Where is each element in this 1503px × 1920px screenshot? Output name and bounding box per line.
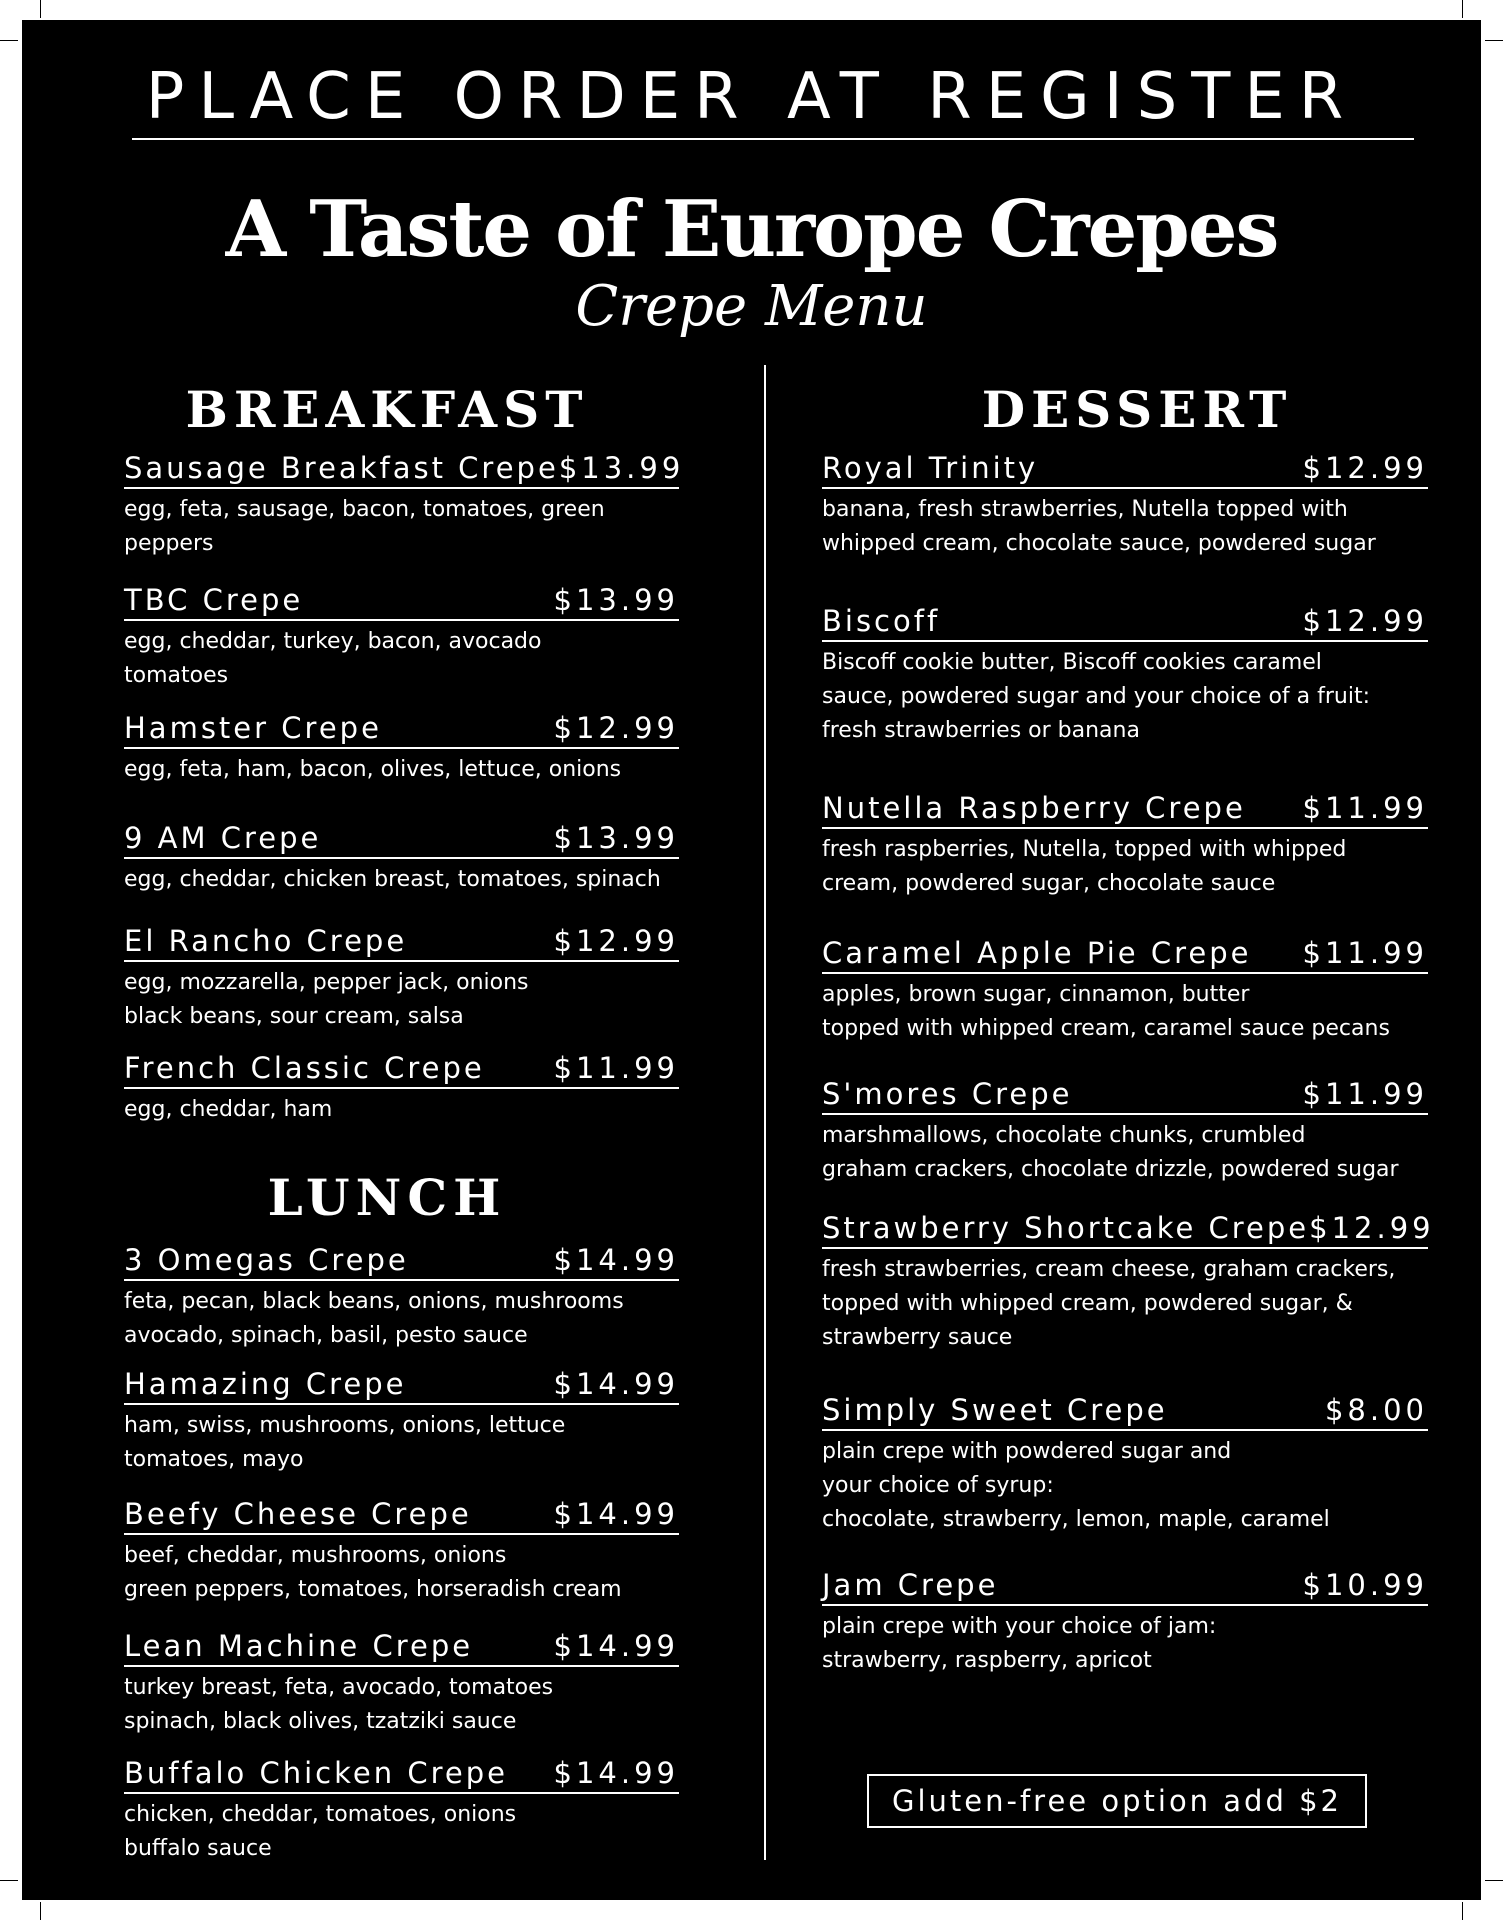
crop-mark	[40, 0, 41, 18]
item-name: French Classic Crepe	[124, 1051, 485, 1085]
item-name: Hamster Crepe	[124, 711, 382, 745]
item-name: Strawberry Shortcake Crepe	[822, 1211, 1310, 1245]
crop-mark	[1485, 1880, 1503, 1881]
menu-item	[124, 1628, 679, 1739]
dessert-heading: DESSERT	[981, 380, 1293, 439]
item-description: egg, feta, sausage, bacon, tomatoes, green peppers	[124, 497, 605, 556]
item-name: Royal Trinity	[822, 451, 1039, 485]
item-name: El Rancho Crepe	[124, 924, 408, 958]
item-price: $12.99	[1302, 604, 1428, 638]
item-name: Beefy Cheese Crepe	[124, 1497, 472, 1531]
menu-item	[124, 1050, 679, 1127]
item-description: plain crepe with powdered sugar and your choice of syrup: chocolate, strawberry, lemon, maple, caramel	[822, 1439, 1330, 1532]
menu-item	[822, 1392, 1428, 1537]
item-price: $12.99	[1309, 1211, 1435, 1245]
item-description: feta, pecan, black beans, onions, mushrooms avocado, spinach, basil, pesto sauce	[124, 1289, 624, 1348]
menu-item	[822, 603, 1428, 748]
menu-item	[124, 710, 679, 787]
menu-item	[124, 1242, 679, 1353]
item-description: Biscoff cookie butter, Biscoff cookies caramel sauce, powdered sugar and your choice of a fruit: fresh strawberries or banana	[822, 650, 1371, 743]
item-name: S'mores Crepe	[822, 1077, 1073, 1111]
item-description: ham, swiss, mushrooms, onions, lettuce tomatoes, mayo	[124, 1413, 566, 1472]
item-name: Hamazing Crepe	[124, 1367, 407, 1401]
item-price: $14.99	[553, 1497, 679, 1531]
item-description: egg, cheddar, turkey, bacon, avocado tomatoes	[124, 629, 542, 688]
item-header	[124, 1050, 679, 1089]
item-header	[822, 790, 1428, 829]
item-price: $11.99	[553, 1051, 679, 1085]
item-description: chicken, cheddar, tomatoes, onions buffalo sauce	[124, 1802, 517, 1861]
item-header	[124, 1755, 679, 1794]
crop-mark	[40, 1902, 41, 1920]
item-price: $14.99	[553, 1756, 679, 1790]
item-header	[822, 450, 1428, 489]
crop-mark	[1462, 0, 1463, 18]
crop-mark	[1485, 40, 1503, 41]
item-price: $8.00	[1324, 1393, 1428, 1427]
item-name: Simply Sweet Crepe	[822, 1393, 1168, 1427]
item-price: $12.99	[553, 924, 679, 958]
item-header	[822, 1567, 1428, 1606]
item-header	[124, 923, 679, 962]
item-price: $11.99	[1302, 936, 1428, 970]
crop-mark	[1462, 1902, 1463, 1920]
item-description: plain crepe with your choice of jam: strawberry, raspberry, apricot	[822, 1614, 1217, 1673]
crop-mark	[0, 40, 18, 41]
item-description: egg, cheddar, ham	[124, 1097, 333, 1122]
item-description: egg, mozzarella, pepper jack, onions black beans, sour cream, salsa	[124, 970, 529, 1029]
register-underline	[132, 138, 1414, 140]
menu-item	[124, 1496, 679, 1607]
item-price: $14.99	[553, 1243, 679, 1277]
menu-item	[822, 790, 1428, 901]
item-name: Lean Machine Crepe	[124, 1629, 474, 1663]
crop-mark	[0, 1880, 18, 1881]
item-name: Sausage Breakfast Crepe	[124, 451, 559, 485]
item-description: turkey breast, feta, avocado, tomatoes spinach, black olives, tzatziki sauce	[124, 1675, 554, 1734]
item-name: Caramel Apple Pie Crepe	[822, 936, 1252, 970]
item-price: $11.99	[1302, 1077, 1428, 1111]
item-name: Biscoff	[822, 604, 941, 638]
menu-item	[822, 935, 1428, 1046]
menu-item	[822, 450, 1428, 561]
item-header	[124, 1366, 679, 1405]
item-header	[124, 820, 679, 859]
item-description: marshmallows, chocolate chunks, crumbled graham crackers, chocolate drizzle, powdered sugar	[822, 1123, 1399, 1182]
item-header	[124, 1628, 679, 1667]
item-header	[124, 710, 679, 749]
item-description: banana, fresh strawberries, Nutella topped with whipped cream, chocolate sauce, powdered sugar	[822, 497, 1376, 556]
item-header	[822, 1392, 1428, 1431]
item-description: egg, cheddar, chicken breast, tomatoes, spinach	[124, 867, 661, 892]
item-price: $13.99	[558, 451, 685, 485]
menu-item	[124, 1755, 679, 1866]
menu-item	[822, 1210, 1435, 1355]
item-header	[822, 603, 1428, 642]
breakfast-heading: BREAKFAST	[185, 380, 589, 439]
item-description: fresh raspberries, Nutella, topped with whipped cream, powdered sugar, chocolate sauce	[822, 837, 1347, 896]
menu-item	[124, 582, 679, 693]
item-price: $12.99	[553, 711, 679, 745]
item-header	[124, 582, 679, 621]
register-banner: PLACE ORDER AT REGISTER	[145, 60, 1358, 134]
item-description: egg, feta, ham, bacon, olives, lettuce, onions	[124, 757, 622, 782]
item-price: $12.99	[1302, 451, 1428, 485]
item-price: $13.99	[553, 583, 679, 617]
menu-title: A Taste of Europe Crepes	[225, 184, 1278, 275]
menu-board	[22, 20, 1481, 1900]
item-description: apples, brown sugar, cinnamon, butter topped with whipped cream, caramel sauce pecans	[822, 982, 1390, 1041]
item-name: Buffalo Chicken Crepe	[124, 1756, 508, 1790]
item-header	[124, 1242, 679, 1281]
item-name: Nutella Raspberry Crepe	[822, 791, 1246, 825]
item-price: $10.99	[1302, 1568, 1428, 1602]
item-name: Jam Crepe	[822, 1568, 999, 1602]
item-header	[822, 935, 1428, 974]
item-header	[822, 1210, 1435, 1249]
menu-item	[124, 450, 685, 561]
menu-item	[822, 1567, 1428, 1678]
item-name: 9 AM Crepe	[124, 821, 322, 855]
menu-item	[822, 1076, 1428, 1187]
item-price: $13.99	[553, 821, 679, 855]
menu-item	[124, 1366, 679, 1477]
item-header	[124, 450, 685, 489]
lunch-heading: LUNCH	[267, 1168, 507, 1227]
item-header	[124, 1496, 679, 1535]
item-price: $14.99	[553, 1629, 679, 1663]
item-description: beef, cheddar, mushrooms, onions green peppers, tomatoes, horseradish cream	[124, 1543, 622, 1602]
item-price: $14.99	[553, 1367, 679, 1401]
item-header	[822, 1076, 1428, 1115]
menu-item	[124, 820, 679, 897]
item-name: 3 Omegas Crepe	[124, 1243, 409, 1277]
item-name: TBC Crepe	[124, 583, 304, 617]
menu-subtitle: Crepe Menu	[575, 274, 928, 339]
column-divider	[764, 365, 766, 1860]
menu-item	[124, 923, 679, 1034]
item-description: fresh strawberries, cream cheese, graham crackers, topped with whipped cream, powdered sugar, & strawberry sauce	[822, 1257, 1396, 1350]
item-price: $11.99	[1302, 791, 1428, 825]
gluten-free-note: Gluten-free option add $2	[867, 1774, 1367, 1828]
